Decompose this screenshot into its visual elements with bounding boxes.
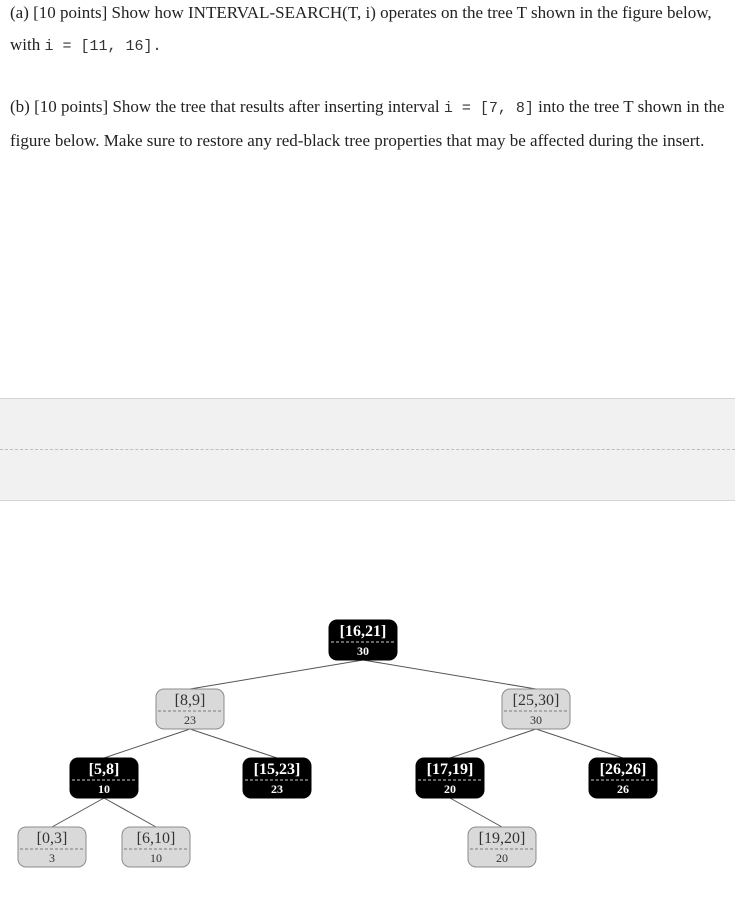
part-a-label: (a): [10, 3, 29, 22]
tree-node-n5: [70, 758, 138, 798]
tree-node-max: 23: [184, 713, 196, 727]
tree-node-n17: [416, 758, 484, 798]
tree-node-max: 23: [271, 782, 283, 796]
part-a-code: i = [11, 16].: [44, 38, 162, 55]
tree-node-interval: [6,10]: [136, 830, 176, 847]
tree-node-max: 30: [530, 713, 542, 727]
tree-node-interval: [8,9]: [174, 692, 206, 709]
part-b-code: i = [7, 8]: [443, 100, 534, 117]
tree-node-interval: [5,8]: [88, 761, 120, 778]
tree-edges: [52, 660, 623, 827]
part-b-text: Show the tree that results after inserting interval: [112, 97, 440, 116]
tree-node-n25: [502, 689, 570, 729]
tree-node-n8: [156, 689, 224, 729]
tree-edge-n5-n0: [52, 798, 104, 827]
tree-nodes: [18, 620, 657, 867]
tree-edge-n16-n8: [190, 660, 363, 689]
part-a-text: Show how INTERVAL-SEARCH(T, i) operates on the tree T shown in the figure below, with: [10, 3, 712, 54]
part-b-text-cont: into the tree T shown in the figure below. Make sure to restore any red-black tree properties that may be affected during the insert.: [10, 97, 725, 150]
tree-node-interval: [15,23]: [253, 761, 301, 778]
tree-edge-n5-n6: [104, 798, 156, 827]
tree-edge-n25-n17: [450, 729, 536, 758]
tree-node-max: 30: [357, 644, 369, 658]
tree-node-interval: [17,19]: [426, 761, 474, 778]
tree-edge-n8-n5: [104, 729, 190, 758]
tree-node-n0: [18, 827, 86, 867]
tree-node-max: 10: [150, 851, 162, 865]
part-b-label: (b): [10, 97, 30, 116]
tree-node-max: 3: [49, 851, 55, 865]
tree-edge-n25-n26: [536, 729, 623, 758]
tree-node-max: 10: [98, 782, 110, 796]
part-a-points: [10 points]: [33, 3, 108, 22]
tree-edge-n8-n15: [190, 729, 277, 758]
tree-node-max: 20: [444, 782, 456, 796]
tree-node-interval: [0,3]: [36, 830, 68, 847]
tree-edge-n16-n25: [363, 660, 536, 689]
tree-node-max: 20: [496, 851, 508, 865]
tree-node-n6: [122, 827, 190, 867]
tree-node-interval: [19,20]: [478, 830, 526, 847]
tree-node-n19: [468, 827, 536, 867]
tree-node-interval: [25,30]: [512, 692, 560, 709]
tree-node-n26: [589, 758, 657, 798]
tree-node-n15: [243, 758, 311, 798]
part-b-points: [10 points]: [34, 97, 109, 116]
tree-node-interval: [16,21]: [339, 623, 387, 640]
tree-node-interval: [26,26]: [599, 761, 647, 778]
tree-node-max: 26: [617, 782, 629, 796]
tree-node-n16: [329, 620, 397, 660]
tree-edge-n17-n19: [450, 798, 502, 827]
